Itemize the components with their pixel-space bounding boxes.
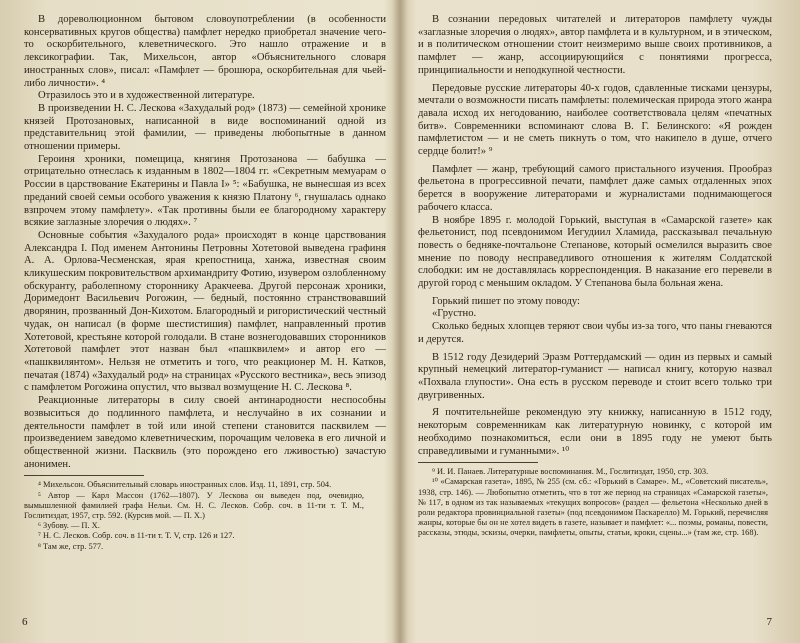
right-body [418,14,772,458]
footnote-6: ⁶ Зубову. — П. Х. [38,521,100,531]
left-paragraph-3: В произведении Н. С. Лескова «Захудалый род» (1873) — семейной хронике князей Протозановых, написанной в виде воспоминаний одной из представительниц этой фамилии, — приведены любопытные в данном отношении примеры. [24,102,386,153]
right-paragraph-1: В сознании передовых читателей и литераторов памфлету чужды «заглазные злоречия о людях», автор памфлета и в культурном, и в этическом, и в политическом отношении стоит неизмеримо выше своих противников, а памфлет — жанр, ассоциирующийся с понятиями прогресса, принципиальности и неподкупной честности. [418,14,772,76]
left-body [24,14,386,471]
left-footnotes [24,480,386,551]
right-page-number: 7 [766,616,772,629]
right-paragraph-3: Памфлет — жанр, требующий самого пристального изучения. Прообраз фельетона в прогрессивной печати, памфлет даже самых отдаленных эпох берется в вооружение литераторами и журналистами поднимающегося рабочего класса. [418,163,772,213]
right-paragraph-9: Я почтительнейше рекомендую эту книжку, написанную в 1512 году, некоторым современникам как литературную новинку, с которой им необходимо познакомиться, если они в 1895 году не умеют быть справедливыми и гуманными». ¹⁰ [418,407,772,457]
right-paragraph-5: Горький пишет по этому поводу: [432,295,581,307]
left-paragraph-1: В дореволюционном бытовом словоупотреблении (в особенности консервативных кругов общества) памфлет нередко приобретал значение чего-то оскорбительного, клеветнического. Это нашло отражение и в лексикографии. Так, Михельсон, автор «Объяснительного словаря иностранных слов», писал: «Памфлет — брошюра, оскорбительная для чьей-либо личности». ⁴ [24,14,386,89]
footnote-4: ⁴ Михельсон. Объяснительный словарь иностранных слов. Изд. 11, 1891, стр. 504. [38,480,332,490]
right-paragraph-2: Передовые русские литераторы 40-х годов, сдавленные тисками цензуры, мечтали о возможности писать памфлеты: полемическая природа этого жанра давала исход их негодованию, наиболее соответствовала целям «печатных битв». Современники вспоминают слова В. Г. Белинского: «Я рожден памфлетистом — и не сметь пикнуть о том, что накипело в душе, отчего сердце болит!» ⁹ [418,82,772,158]
left-page-number: 6 [22,616,28,629]
footnote-7: ⁷ Н. С. Лесков. Собр. соч. в 11-ти т. Т. V, стр. 126 и 127. [38,531,235,541]
footnote-9: ⁹ И. И. Панаев. Литературные воспоминания. М., Гослитиздат, 1950, стр. 303. [432,467,709,477]
left-paragraph-2: Отразилось это и в художественной литературе. [38,90,255,102]
footnote-5: ⁵ Автор — Карл Массон (1762—1807). У Лескова он выведен под, очевидно, вымышленной фамилией графа Нельи. См. Н. С. Лесков. Собр. соч. в 11-ти т. Т. М., Гослитиздат, 1957, стр. 592. (Курсив мой. — П. Х.) [24,490,364,520]
left-paragraph-6: Реакционные литераторы в силу своей антинародности неспособны возвыситься до подлинного памфлета, и неслучайно в их сознании и деятельности памфлет в той или иной степени становится пасквилем — произведением заведомо клеветническим, порочащим человека в его личной и общественной жизни. Пасквиль (это порождено его лживостью) зачастую анонимен. [24,395,386,470]
right-paragraph-4: В ноябре 1895 г. молодой Горький, выступая в «Самарской газете» как фельетонист, под псевдонимом Иегудиил Хламида, рассказывал печальную повесть о бедняке-почтальоне Степанове, который осмелился выразить свое мнение по поводу несправедливого отношения к жителям Солдатской слободки: им не доставлялась корреспонденция. В наказание его перевели в другой город с меньшим окладом. У Степанова была больная жена. [418,214,772,290]
left-paragraph-5: Основные события «Захудалого рода» происходят в конце царствования Александра I. Под именем Антонины Петровны Хотетовой выведена графиня А. А. Орлова-Чесменская, ярая крепостница, ханжа, известная своим кликушеским покровительством архимандриту Фотию, изувером озлобленному обскуранту, рабoлепному стороннику Аракчеева. Другой персонаж хроники, Доримедонт Васильевич Рогожин, — бедный, постоянно странствовавший дворянин, прозванный Дон-Кихотом. Благородный и ригористический честный чудак, он написал (в форме шестистишия) памфлет, направленный против Хотетовой, крестьяне которой голодали. В стане вознегодовавших сторонников Хотетовой памфлет этот назван был «пашквилем» и автор его — «пашквилянтом». Нельзя не отметить и того, что реакционер М. Н. Катков, печатая (1874) «Захудалый род» на страницах «Русского вестника», весь эпизод с памфлетом Рогожина опустил, что вызвал возмущение Н. С. Лескова ⁸. [24,229,386,394]
right-paragraph-6: «Грустно. [432,308,477,320]
footnote-10: ¹⁰ «Самарская газета», 1895, № 255 (см. сб.: «Горький в Самаре». М., «Советский писатель», 1938, стр. 146). — Любопытно отметить, что в тот же период на страницах «Самарской газеты», № 117, в одном из так называемых «текущих вопросов» (раздел — фельетона «Несколько дней в роли редактора провинциальной газеты» (под псевдонимом Паскарелло) М. Горький, перечисляя жанры, которые бы он не хотел видеть в газете, называет и памфлет: «... поэмы, романы, повести, рассказы, этюды, эскизы, очерки, памфлеты, опыты, статьи, кроки, сцены...» (там же, стр. 168). [418,477,768,538]
right-page [400,0,800,643]
right-paragraph-7: Сколько бедных хлопцев теряют свои чубы из-за того, что паны гневаются и дерутся. [418,321,772,345]
footnote-8: ⁸ Там же, стр. 577. [38,541,104,551]
right-paragraph-8: В 1512 году Дезидерий Эразм Роттердамский — один из первых и самый крупный немецкий литератор-гуманист — написал книгу, которую назвал «Похвала глупости». Она есть в русском переводе и стоит всего только три двугривенных. [418,351,772,401]
left-paragraph-4: Героиня хроники, помещица, княгиня Протозанова — бабушка — отрицательно отнеслась к изданным в 1802—1804 гг. «Секретным мемуарам о России в царствование Екатерины и Павла I» ⁵: «Бабушка, не вынесшая из всех преданий своей семьи особого уважения к князю Платону ⁶, гнушалась однако взпрочем этому памфлету». «Так противны были ее благородному характеру всякие заглазные злоречия о людях». ⁷ [24,153,386,229]
right-footnotes [418,467,772,538]
